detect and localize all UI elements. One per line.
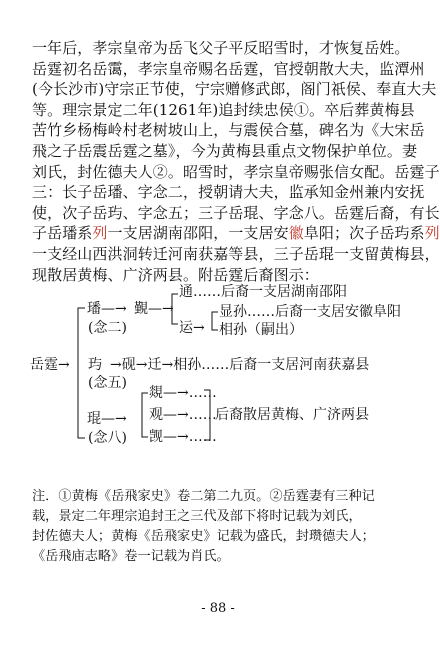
son3-generation: (念八) xyxy=(88,430,127,446)
son1-child: 覲—→ xyxy=(134,301,174,317)
grandson-xiansun: 显孙……后裔一支居安徽阜阳 xyxy=(219,304,401,320)
body-line: 现散居黄梅、广济两县。附岳霆后裔图示： xyxy=(32,265,319,284)
highlighted-character: 徽 xyxy=(288,224,304,243)
son3-descendants: 后裔散居黄梅、广济两县 xyxy=(215,407,369,423)
body-line: 一年后，孝宗皇帝为岳飞父子平反昭雪时，才恢复岳姓。 xyxy=(32,39,410,57)
body-text-segment: 阜阳；次子岳玙系 xyxy=(303,224,425,243)
body-line: 苦竹乡杨梅岭村老树坡山上，与震侯合墓，碑名为《大宋岳 xyxy=(32,121,425,140)
body-text-segment: 一支居湖南邵阳，一支居安 xyxy=(107,224,289,243)
body-text xyxy=(32,38,440,285)
lineage-diagram xyxy=(28,280,423,465)
footnote-line: 载，景定二年理宗追封王之三代及部下将时记载为刘氏， xyxy=(32,509,362,524)
highlighted-character: 列 xyxy=(424,224,440,243)
body-line: 飛之子岳震岳霆之墓》，今为黄梅县重点文物保护单位。妻 xyxy=(32,141,418,160)
footnote-line: 《岳飛庙志略》卷一记载为肖氏。 xyxy=(32,549,230,564)
son3-child-3: 觊—→…… xyxy=(149,429,217,445)
footnote-line: 注．①黄梅《岳飛家史》卷二第二九页。②岳霆妻有三种记 xyxy=(32,489,375,504)
body-line: 三：长子岳璠、字念二，授朝请大夫，监承知金州兼内安抚 xyxy=(32,183,425,202)
body-line: 使，次子岳玙、字念五；三子岳琨、字念八。岳霆后裔，有长 xyxy=(32,203,440,222)
bracket-sons xyxy=(78,308,85,438)
son3-name: 琨—→ xyxy=(87,411,127,427)
grandson-xiangsun: 相孙（嗣出） xyxy=(219,322,303,338)
bracket-xian-xiang xyxy=(212,312,218,330)
son3-child-2: 观—→…… xyxy=(149,407,217,423)
son1-name: 璠—→ xyxy=(87,301,127,317)
footnote-line: 封佐德夫人；黄梅《岳飛家史》记载为盛氏，封瓒德夫人； xyxy=(32,529,375,544)
body-line: 岳霆初名岳霭，孝宗皇帝赐名岳霆，官授朝散大夫，监潭州 xyxy=(32,59,425,78)
grandson-tong: 通……后裔一支居湖南邵阳 xyxy=(179,284,347,300)
body-line: 刘氏，封佐德夫人②。昭雪时，孝宗皇帝赐张信女配。岳霆子 xyxy=(32,162,440,181)
grandson-yun: 运→ xyxy=(179,320,205,336)
body-line: (今长沙市)守宗正节使，宁宗赠修武郎，阁门祇侯、奉直大夫 xyxy=(32,80,437,99)
body-line-highlighted xyxy=(32,223,440,244)
son2-name: 玙 xyxy=(88,357,102,373)
body-line: 一支经山西洪洞转迁河南获嘉等县，三子岳琨一支留黄梅县， xyxy=(32,244,440,263)
body-line: 等。理宗景定二年(1261年)追封续忠侯①。卒后葬黄梅县 xyxy=(32,100,415,119)
son1-generation: (念二) xyxy=(88,320,127,336)
root-person: 岳霆→ xyxy=(30,357,70,373)
page-number: - 88 - xyxy=(201,601,235,616)
bracket-kun-children xyxy=(142,393,148,437)
son2-generation: (念五) xyxy=(88,375,127,391)
footnotes xyxy=(32,487,415,567)
son2-lineage-chain: →砚→迁→相孙……后裔一支居河南获嘉县 xyxy=(110,357,370,373)
son3-child-1: 覢—→…… xyxy=(149,385,217,401)
highlighted-character: 列 xyxy=(92,224,108,243)
body-text-segment: 子岳璠系 xyxy=(32,224,93,243)
